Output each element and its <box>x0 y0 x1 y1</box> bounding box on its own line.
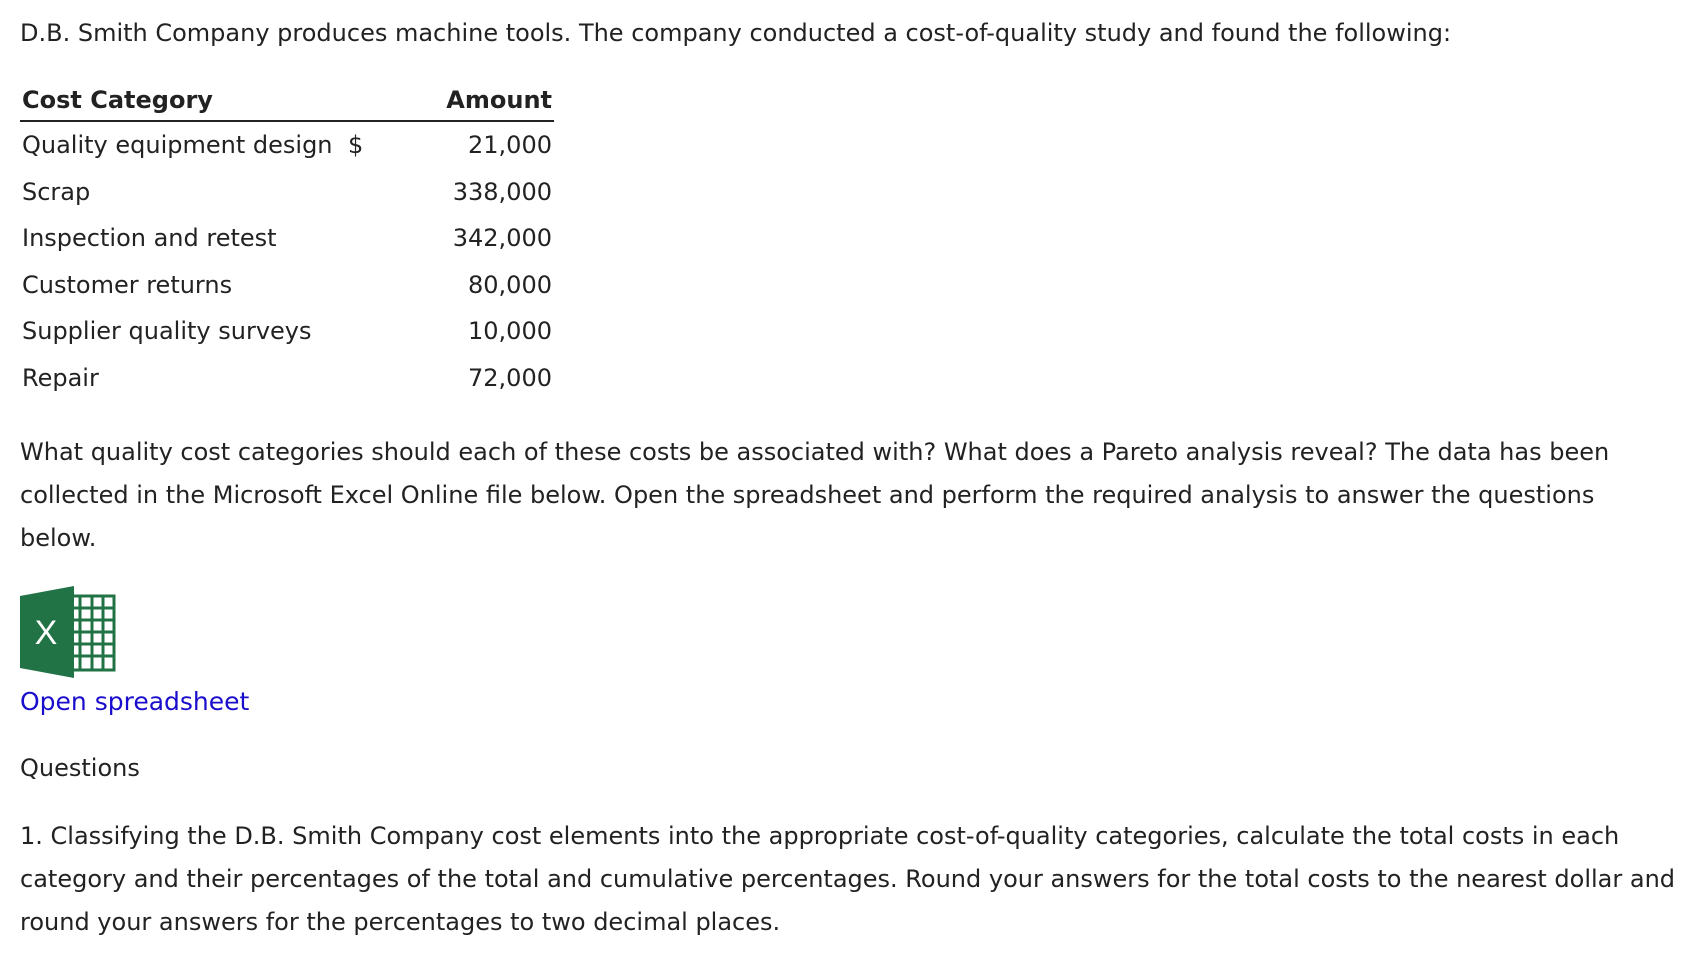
excel-icon-graphic <box>20 586 116 678</box>
table-row <box>20 262 554 309</box>
table-row <box>20 308 554 355</box>
prompt-text: What quality cost categories should each of these costs be associated with? What does a Pareto analysis reveal? The data has been collected in the Microsoft Excel Online file below. Open the spreadsheet and perform the required analysis to answer the questions below. <box>20 438 1610 552</box>
cost-category-cell: Supplier quality surveys <box>22 317 312 346</box>
table-row <box>20 121 554 169</box>
cost-category-cell: Inspection and retest <box>22 224 277 253</box>
amount-cell: 10,000 <box>468 317 552 346</box>
amount-value: 21,000 <box>468 131 552 160</box>
amount-cell: 338,000 <box>452 177 552 206</box>
amount-cell <box>350 121 554 169</box>
excel-icon[interactable] <box>20 586 116 678</box>
cost-table <box>20 84 554 401</box>
excel-icon-letter: X <box>34 614 58 652</box>
table-row <box>20 215 554 262</box>
amount-cell: 72,000 <box>468 363 552 392</box>
cost-category-cell: Scrap <box>22 177 91 206</box>
table-row <box>20 355 554 402</box>
amount-cell: 342,000 <box>452 224 552 253</box>
amount-cell: 80,000 <box>468 270 552 299</box>
table-row <box>20 169 554 216</box>
table-header-row <box>20 84 554 121</box>
cost-category-cell: Quality equipment design <box>22 131 333 160</box>
header-amount: Amount <box>350 84 554 121</box>
question-1-text: 1. Classifying the D.B. Smith Company cost elements into the appropriate cost-of-quality categories, calculate the total costs in each category and their percentages of the total and cumulative percentages. Round your answers for the total costs to the nearest dollar and round your answers for the percentages to two decimal places. <box>20 822 1676 936</box>
cost-category-cell: Customer returns <box>22 270 233 299</box>
cost-category-cell: Repair <box>22 363 99 392</box>
header-cost-category: Cost Category <box>20 84 350 121</box>
questions-heading: Questions <box>20 754 140 782</box>
intro-text: D.B. Smith Company produces machine tools. The company conducted a cost-of-quality study and found the following: <box>20 19 1452 47</box>
open-spreadsheet-link[interactable]: Open spreadsheet <box>20 687 250 716</box>
currency-symbol: $ <box>348 131 364 160</box>
